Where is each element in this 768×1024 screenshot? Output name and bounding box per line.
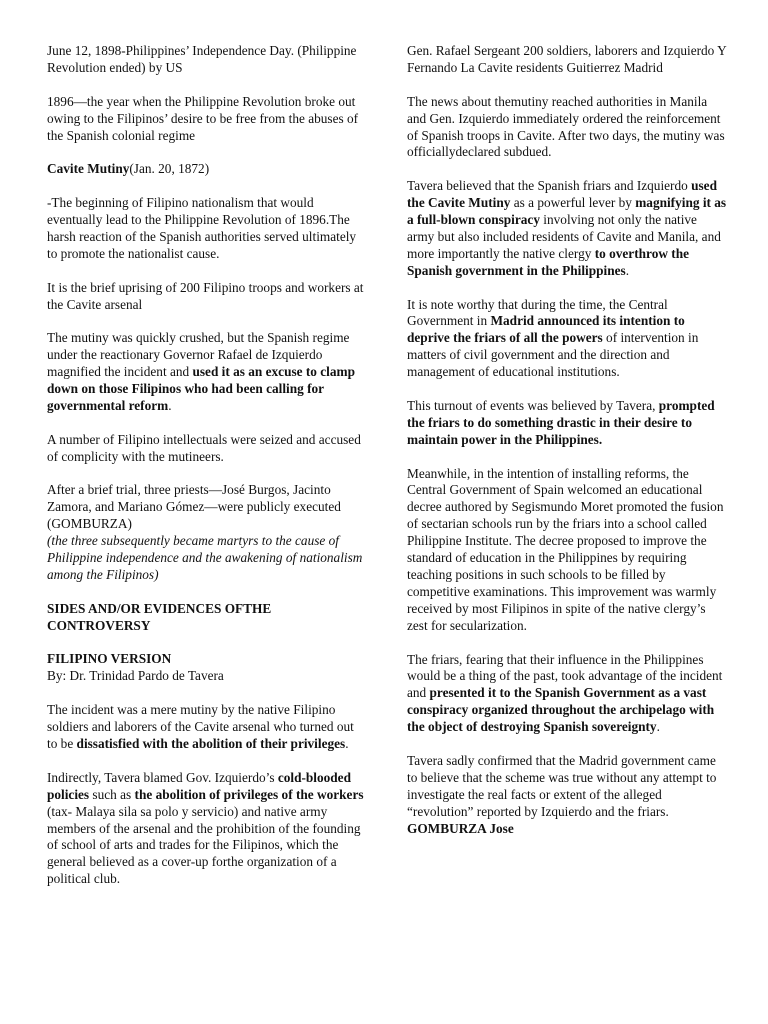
left-column [47, 43, 367, 905]
news-paragraph: The news about themutiny reached authorities in Manila and Gen. Izquierdo immediately ordered the reinforcement of Spanish troops in Cavite. After two days, the mutiny was officiallydeclared subdued. [407, 93, 725, 160]
cavite-mutiny-heading: Cavite Mutiny(Jan. 20, 1872) [47, 161, 210, 177]
names-paragraph: Gen. Rafael Sergeant 200 soldiers, laborers and Izquierdo Y Fernando La Cavite residents Guitierrez Madrid [407, 43, 727, 75]
tavera-blame-paragraph: Indirectly, Tavera blamed Gov. Izquierdo’s cold-blooded policies such as the abolition of privileges of the workers (tax- Malaya sila sa polo y servicio) and native army members of the arsenal and the prohibition of the founding of school of arts and trades for the Filipinos, which the general believed as a cover-up forthe organization of a political club. [47, 769, 364, 887]
nationalism-paragraph: -The beginning of Filipino nationalism that would eventually lead to the Philippine Revolution of 1896.The harsh reaction of the Spanish authorities served ultimately to promote the nationalist cause. [47, 195, 357, 261]
right-column [407, 43, 727, 854]
reforms-paragraph: Meanwhile, in the intention of installing reforms, the Central Government of Spain welcomed an educational decree authored by Segismundo Moret promoted the fusion of sectarian schools run by the friars into a school called Philippine Institute. The decree proposed to improve the standard of education in the Philippines by requiring teaching positions in such schools to be filled by competitive examinations. This improvement was warmly received by most Filipinos in spite of the native clergy’s zest for secularization. [407, 465, 724, 633]
mere-mutiny-paragraph: The incident was a mere mutiny by the native Filipino soldiers and laborers of the Cavite arsenal who turned out to be dissatisfied with the abolition of their privileges. [47, 702, 354, 751]
martyrs-note: (the three subsequently became martyrs to the cause of Philippine independence and the awakening of nationalism among the Filipinos) [47, 533, 363, 582]
independence-day-paragraph: June 12, 1898-Philippines’ Independence Day. (Philippine Revolution ended) by US [47, 43, 357, 75]
intellectuals-paragraph: A number of Filipino intellectuals were seized and accused of complicity with the mutineers. [47, 431, 361, 464]
turnout-paragraph: This turnout of events was believed by Tavera, prompted the friars to do something drastic in their desire to maintain power in the Philippines. [407, 397, 715, 447]
mutiny-crushed-paragraph: The mutiny was quickly crushed, but the Spanish regime under the reactionary Governor Rafael de Izquierdo magnified the incident and used it as an excuse to clamp down on those Filipinos who had been calling for governmental reform. [47, 330, 356, 413]
revolution-1896-paragraph: 1896—the year when the Philippine Revolution broke out owing to the Filipinos’ desire to be free from the abuses of the Spanish colonial regime [47, 93, 359, 143]
uprising-paragraph: It is the brief uprising of 200 Filipino troops and workers at the Cavite arsenal [47, 279, 364, 312]
madrid-paragraph: It is note worthy that during the time, the Central Government in Madrid announced its intention to deprive the friars of all the powers of intervention in matters of civil government and the direction and management of educational institutions. [407, 296, 699, 380]
byline: By: Dr. Trinidad Pardo de Tavera [47, 668, 224, 684]
tavera-belief-paragraph: Tavera believed that the Spanish friars and Izquierdo used the Cavite Mutiny as a powerful lever by magnifying it as a full-blown conspiracy involving not only the native army but also included residents of Cavite and Manila, and more importantly the native clergy to overthrow the Spanish government in the Philippines. [407, 178, 727, 278]
filipino-version-heading: FILIPINO VERSION [47, 651, 172, 667]
sides-heading: SIDES AND/OR EVIDENCES OFTHE CONTROVERSY [47, 600, 272, 633]
friars-fearing-paragraph: The friars, fearing that their influence in the Philippines would be a thing of the past, took advantage of the incident and presented it to the Spanish Government as a vast conspiracy organized throughout the archipelago with the object of destroying Spanish sovereignty. [407, 651, 723, 735]
tavera-confirmed-paragraph: Tavera sadly confirmed that the Madrid government came to believe that the scheme was true without any attempt to investigate the real facts or extent of the alleged “revolution” reported by Izquierdo and the friars. GOMBURZA Jose [407, 752, 717, 836]
gomburza-paragraph: After a brief trial, three priests—José Burgos, Jacinto Zamora, and Mariano Gómez—were publicly executed (GOMBURZA) [47, 482, 341, 532]
